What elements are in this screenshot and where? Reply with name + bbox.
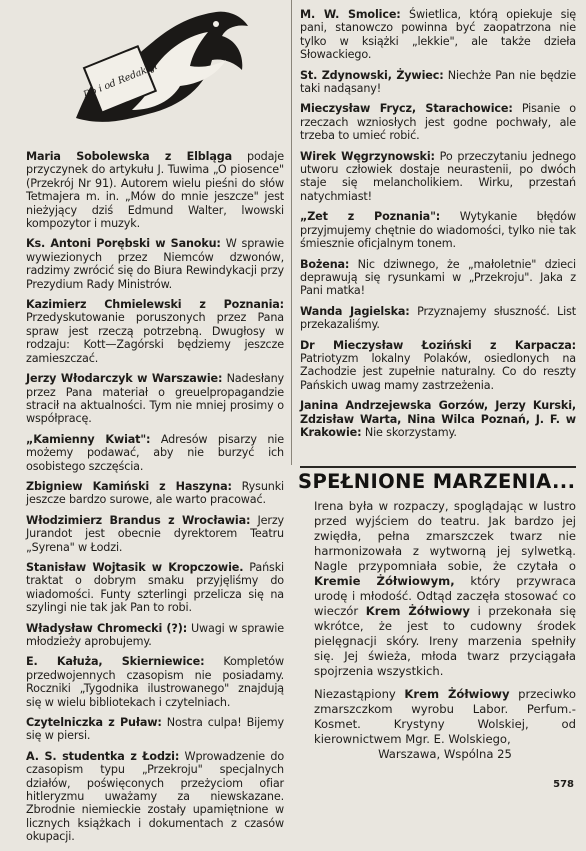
right-column	[300, 0, 576, 446]
reply-text: Adresów pisarzy nie możemy podawać, aby nie burzyć ich osobistego szczęścia.	[26, 432, 284, 473]
reply-entry	[300, 8, 576, 62]
emblem-text: Do i od Redakcji	[81, 60, 160, 101]
ad-text: i przekonała się wkrótce, że jest to cudowny środek pielęgnacji skóry. Ireny marzenia spełniły się. Jej świeża, młoda twarz przyciągała spojrzenia wszystkich.	[314, 604, 576, 678]
reply-recipient: Mieczysław Frycz, Starachowice:	[300, 102, 513, 116]
reply-entry	[300, 210, 576, 250]
reply-recipient: „Kamienny Kwiat":	[26, 432, 151, 446]
reply-text: Kompletów przedwojennych czasopism nie posiadamy. Roczniki „Tygodnika ilustrowanego" znajdują się w wielu bibliotekach i czytelniach.	[26, 655, 285, 709]
reply-text: Wprowadzenie do czasopism typu „Przekroju" specjalnych działów, poświęconych przeżyciom ofiar hitleryzmu uważamy za niewskazane. Zbrodnie niemieckie zostały upamiętnione w licznych książkach i dokumentach z czasów okupacji.	[26, 749, 285, 844]
reply-entry	[300, 150, 576, 204]
ad-text: Niezastąpiony	[314, 687, 405, 701]
reply-recipient: Zbigniew Kamiński z Haszyna:	[26, 479, 232, 493]
ad-paragraph-contact	[298, 687, 580, 747]
reply-text: Świetlica, którą opiekuje się pani, stanowczo powinna być zaopatrzona nie tylko w książki „lekkie", ale także dzieła Słowackiego.	[300, 8, 577, 62]
reply-recipient: Władysław Chromecki (?):	[26, 621, 188, 635]
reply-recipient: M. W. Smolice:	[300, 8, 401, 21]
reply-entry	[26, 750, 284, 844]
reply-text: Pański traktat o dobrym smaku przyjęliśmy do wiadomości. Funty szterlingi przelicza się na szylingi nie tak jak Pan to robi.	[26, 560, 284, 615]
reply-recipient: Włodzimierz Brandus z Wrocławia:	[26, 513, 251, 527]
reply-text: Niechże Pan nie będzie taki nadąsany!	[300, 68, 577, 96]
reply-recipient: Stanisław Wojtasik w Kropczowie.	[26, 560, 244, 574]
reply-text: Wytykanie błędów przyjmujemy chętnie do wiadomości, tylko nie tak śmiesznie oficjalnym tonem.	[300, 210, 576, 251]
reply-text: Nadesłany przez Pana materiał o greuelpropagandzie stracił na aktualności. Tym nie mniej prosimy o współpracę.	[26, 372, 284, 426]
reply-text: podaje przyczynek do artykułu J. Tuwima „O piosence" (Przekrój Nr 91). Autorem wielu pieśni do słów Tetmajera m. in. „Mów do mnie jeszcze" jest nieżyjący dziś Edmund Walter, lwowski kompozytor i muzyk.	[26, 150, 284, 231]
reply-recipient: Jerzy Włodarczyk w Warszawie:	[26, 372, 223, 386]
emblem	[26, 0, 284, 150]
section-divider	[300, 466, 576, 468]
reply-recipient: Ks. Antoni Porębski w Sanoku:	[26, 237, 221, 251]
reply-recipient: Wirek Węgrzynowski:	[300, 149, 435, 163]
reply-entry	[26, 150, 284, 230]
reply-entry	[26, 716, 284, 743]
reply-entry	[300, 258, 576, 298]
left-column	[26, 0, 284, 851]
advertisement	[298, 470, 580, 762]
reply-text: Nostra culpa! Bijemy się w piersi.	[26, 716, 284, 743]
reply-recipient: Bożena:	[300, 257, 350, 271]
reply-entry	[26, 237, 284, 291]
column-divider	[291, 0, 292, 465]
reply-text: Przyznajemy słuszność. List przekazaliśmy.	[300, 304, 576, 332]
ad-text: Irena była w rozpaczy, spoglądając w lustro przed wyjściem do teatru. Jak bardzo jej zwiędła, pełna zmarszczek twarz nie harmonizowała z wytworną jej sylwetką. Nagle przypomniała sobie, że czytała o	[314, 499, 576, 573]
reply-entry	[26, 298, 284, 365]
product-name: Kremie Żółwiowym,	[314, 574, 455, 588]
reply-text: Rysunki jeszcze bardzo surowe, ale warto pracować.	[26, 479, 285, 507]
ad-title: SPEŁNIONE MARZENIA...	[298, 470, 576, 493]
reply-text: Nic dziwnego, że „małoletnie" dzieci deprawują się rysunkami w „Przekroju". Jaka z Pani matka!	[300, 257, 576, 298]
reply-entry	[300, 69, 576, 96]
reply-recipient: Dr Mieczysław Łoziński z Karpacza:	[300, 338, 576, 352]
product-name: Krem Żółwiowy	[365, 604, 470, 618]
reply-recipient: E. Kałuża, Skierniewice:	[26, 655, 205, 669]
reply-recipient: Maria Sobolewska z Elbląga	[26, 150, 232, 163]
reply-list-right	[300, 0, 576, 439]
reply-text: Jerzy Jurandot jest obecnie dyrektorem Teatru „Syrena" w Łodzi.	[26, 513, 285, 554]
reply-text: Pisanie o rzeczach wzniosłych jest godne pochwały, ale trzeba to umieć robić.	[300, 102, 576, 143]
reply-recipient: Janina Andrzejewska Gorzów, Jerzy Kurski, Zdzisław Warta, Nina Wilca Poznań, J. F. w Krakowie:	[300, 399, 576, 439]
dove-emblem-icon	[66, 10, 256, 140]
reply-recipient: „Zet z Poznania":	[300, 210, 441, 224]
reply-recipient: St. Zdynowski, Żywiec:	[300, 68, 444, 82]
ad-paragraph	[298, 499, 580, 679]
reply-recipient: A. S. studentka z Łodzi:	[26, 749, 180, 763]
reply-entry	[26, 561, 284, 615]
reply-text: Przedyskutowanie poruszonych przez Pana spraw jest rzeczą potrzebną. Dwugłosy w rodzaju: Kott—Zagórski będziemy jeszcze zamieszczać.	[26, 311, 284, 365]
reply-text: Uwagi w sprawie młodzieży aprobujemy.	[26, 621, 285, 648]
reply-text: Patriotyzm lokalny Polaków, osiedlonych na Zachodzie jest zupełnie naturalny. Co do reszty Pańskich uwag mamy zastrzeżenia.	[300, 351, 576, 392]
page-number: 578	[553, 779, 574, 790]
reply-entry	[26, 514, 284, 554]
reply-entry	[300, 339, 576, 393]
reply-entry	[300, 399, 576, 439]
reply-entry	[26, 433, 284, 473]
reply-list-left	[26, 150, 284, 844]
reply-recipient: Wanda Jagielska:	[300, 304, 410, 318]
reply-entry	[300, 305, 576, 332]
reply-entry	[26, 622, 284, 649]
ad-address: Warszawa, Wspólna 25	[378, 747, 512, 761]
reply-entry	[300, 102, 576, 142]
reply-text: W sprawie wywiezionych przez Niemców dzwonów, radzimy zwrócić się do Biura Rewindykacji przy Prezydium Rady Ministrów.	[26, 237, 285, 291]
product-name: Krem Żółwiowy	[404, 687, 510, 701]
reply-recipient: Kazimierz Chmielewski z Poznania:	[26, 298, 284, 312]
reply-text: Po przeczytaniu jednego utworu człowiek dostaje neurastenii, po dwóch staje się melancholikiem. Wirku, przestań natychmiast!	[300, 149, 577, 203]
reply-entry	[26, 372, 284, 426]
reply-entry	[26, 480, 284, 507]
reply-recipient: Czytelniczka z Puław:	[26, 716, 162, 730]
ad-text: przeciwko zmarszczkom wyrobu Labor. Perfum.-Kosmet. Krystyny Wolskiej, od kierownictwem Mgr. E. Wolskiego,	[314, 687, 576, 746]
reply-entry	[26, 655, 284, 709]
ad-text: który przywraca urodę i młodość. Odtąd zaczęła stosować co wieczór	[314, 574, 576, 618]
reply-text: Nie skorzystamy.	[364, 425, 457, 439]
